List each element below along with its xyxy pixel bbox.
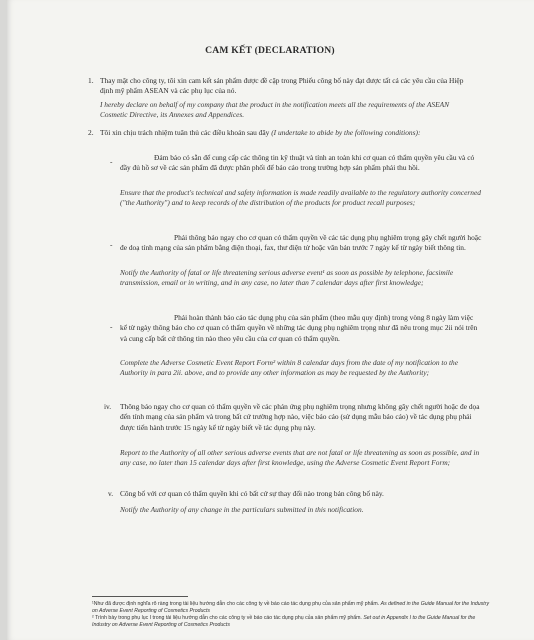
item-1-vi: Thay mặt cho công ty, tôi xin cam kết sản phẩm được đề cập trong Phiếu công bố này đạt được tất cả các yêu cầu của Hiệp định mỹ phẩm ASEAN và các phụ lục của nó. [100,76,464,96]
footnote-2-en: Set out in Appendix I to the Guide Manual for the Industry on Adverse Event Reporting of Cosmetics Products [92,615,476,628]
item-2-en: (I undertake to abide by the following conditions): [271,128,421,137]
footnote-2 [92,615,492,628]
item-2-number: 2. [88,128,94,137]
footnote-1-en: As defined in the Guide Manual for the Industry on Adverse Event Reporting of Cosmetics Products [92,601,490,614]
subitem-3-marker: - [110,322,113,331]
page-title: CAM KẾT (DECLARATION) [205,45,335,56]
subitem-4-en: Report to the Authority of all other serious adverse events that are not fatal or life threatening as soon as possible, and in any case, no later than 15 calendar days after first knowledge, using the Adverse Cosmetic Event Report Form; [120,448,480,468]
item-2-text [100,128,480,138]
footnote-1-vi: ¹Như đã được định nghĩa rõ ràng trong tài liệu hướng dẫn cho các công ty về báo cáo tác dụng phụ của sản phẩm mỹ phẩm. [92,601,380,607]
footnote-1 [92,601,492,614]
subitem-3-vi: Phải hoàn thành báo cáo tác dụng phụ của sản phẩm (theo mẫu quy định) trong vòng 8 ngày làm việc kể từ ngày thông báo cho cơ quan có thẩm quyền về những tác dụng phụ nghiêm trọng như đã nêu trong mục 2ii nói trên và cung cấp bất cứ thông tin nào theo yêu cầu của cơ quan có thẩm quyền. [120,313,478,343]
subitem-4-vi: Thông báo ngay cho cơ quan có thẩm quyền về các phản ứng phụ nghiêm trọng nhưng không gây chết người hoặc đe dọa đến tính mạng của sản phẩm và trong bất cứ trường hợp nào, việc báo cáo (sử dụng mẫu báo cáo) về tác dụng phụ phải được tiến hành trước 15 ngày kể từ ngày biết về tác dụng phụ này. [120,402,480,432]
subitem-2-vi: Phải thông báo ngay cho cơ quan có thẩm quyền về các tác dụng phụ nghiêm trọng gây chết người hoặc đe doạ tính mạng của sản phẩm bằng điện thoại, fax, thư điện tử hoặc văn bản trước 7 ngày kể từ ngày biết thông tin. [120,233,482,253]
subitem-3-en: Complete the Adverse Cosmetic Event Report Form² within 8 calendar days from the date of my notification to the Authority in para 2ii. above, and to provide any other information as may be requested by the Authority; [120,358,459,378]
subitem-5-vi: Công bố với cơ quan có thẩm quyền khi có bất cứ sự thay đổi nào trong bản công bố này. [120,489,384,498]
subitem-2-marker: - [110,240,113,249]
subitem-1-en: Ensure that the product's technical and safety information is made readily available to the regulatory authority concerned ("the Authority") and to keep records of the distribution of the products for product recall purposes; [120,188,481,208]
subitem-4-marker: iv. [104,402,112,411]
item-1-number: 1. [88,76,94,85]
document-page [6,0,534,640]
footnote-2-vi: ² Trình bày trong phụ lục I trong tài liệu hướng dẫn cho các công ty về báo cáo tác dụng phụ của sản phẩm mỹ phẩm. [92,615,362,621]
subitem-1-vi: Đảm bảo có sẵn để cung cấp các thông tin kỹ thuật và tính an toàn khi cơ quan có thẩm quyền yêu cầu và có đầy đủ hồ sơ về các sản phẩm đã được phân phối để báo cáo trong trường hợp sản phẩm phải thu hồi. [120,153,475,173]
footnote-divider [92,596,188,597]
subitem-5-marker: v. [108,489,114,498]
subitem-2-en: Notify the Authority of fatal or life threatening serious adverse event¹ as soon as possible by telephone, facsimile transmission, email or in writing, and in any case, no later than 7 calendar days after first knowledge; [120,268,454,288]
subitem-5-en: Notify the Authority of any change in the particulars submitted in this notification. [120,505,364,514]
item-1-en: I hereby declare on behalf of my company that the product in the notification meets all the requirements of the ASEAN Cosmetic Directive, its Annexes and Appendices. [100,100,450,120]
item-2-vi: Tôi xin chịu trách nhiệm tuân thủ các điều khoản sau đây [100,128,270,137]
subitem-1-marker: - [110,157,113,166]
